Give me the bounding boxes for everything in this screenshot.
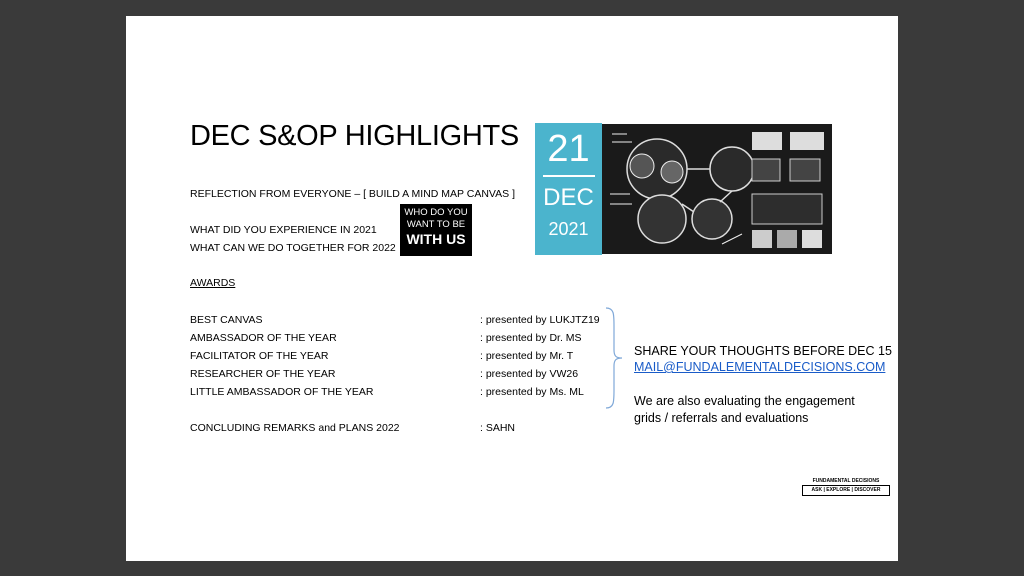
share-text: SHARE YOUR THOUGHTS BEFORE DEC 15: [634, 344, 892, 358]
award-presenter: : presented by Ms. ML: [480, 386, 584, 398]
note-line-1: We are also evaluating the engagement: [634, 394, 855, 408]
date-tile: [535, 123, 602, 255]
brace-icon: [604, 306, 624, 410]
date-month: DEC: [543, 184, 594, 211]
awards-heading: AWARDS: [190, 277, 236, 289]
reflection-text: REFLECTION FROM EVERYONE – [ BUILD A MIND MAP CANVAS ]: [190, 188, 515, 200]
concluding-name: CONCLUDING REMARKS and PLANS 2022: [190, 422, 400, 434]
logo-line-2: ASK | EXPLORE | DISCOVER: [802, 485, 890, 496]
award-name: LITTLE AMBASSADOR OF THE YEAR: [190, 386, 374, 398]
logo-line-1: FUNDAMENTAL DECISIONS: [812, 478, 880, 484]
slide-title: DEC S&OP HIGHLIGHTS: [190, 120, 519, 152]
slide: [126, 16, 898, 561]
who-badge: [400, 204, 472, 256]
award-presenter: : presented by VW26: [480, 368, 579, 380]
award-presenter: : presented by LUKJTZ19: [480, 314, 600, 326]
award-name: RESEARCHER OF THE YEAR: [190, 368, 336, 380]
badge-line-3: WITH US: [406, 231, 466, 247]
award-name: AMBASSADOR OF THE YEAR: [190, 332, 337, 344]
mind-map-image: [602, 124, 832, 254]
company-logo: [802, 478, 890, 496]
badge-line-1: WHO DO YOU: [404, 207, 468, 218]
question-2: WHAT CAN WE DO TOGETHER FOR 2022: [190, 242, 396, 254]
badge-line-2: WANT TO BE: [406, 219, 466, 230]
date-year: 2021: [548, 219, 589, 239]
date-day: 21: [547, 128, 590, 170]
award-name: FACILITATOR OF THE YEAR: [190, 350, 329, 362]
award-presenter: : presented by Dr. MS: [480, 332, 582, 344]
note-line-2: grids / referrals and evaluations: [634, 411, 809, 425]
date-divider: [543, 175, 595, 177]
award-presenter: : presented by Mr. T: [480, 350, 574, 362]
concluding-presenter: : SAHN: [480, 422, 516, 434]
award-name: BEST CANVAS: [190, 314, 263, 326]
question-1: WHAT DID YOU EXPERIENCE IN 2021: [190, 224, 377, 236]
email-link[interactable]: MAIL@FUNDALEMENTALDECISIONS.COM: [634, 360, 886, 374]
mind-map-illustration: [602, 124, 832, 254]
